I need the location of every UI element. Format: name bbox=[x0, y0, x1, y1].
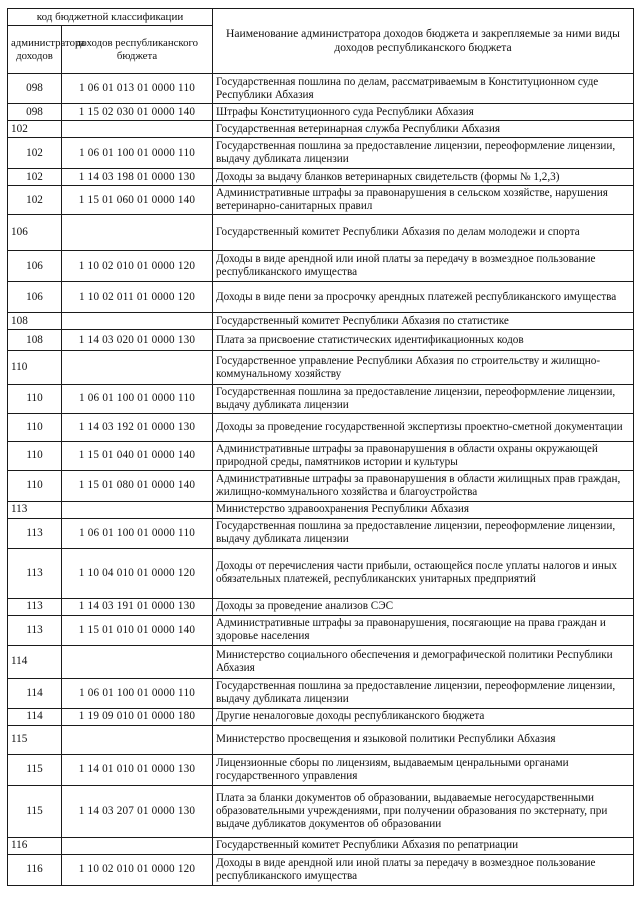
income-code-cell bbox=[62, 645, 213, 678]
income-row bbox=[8, 169, 634, 186]
administrator-code-cell: 102 bbox=[8, 169, 62, 186]
income-name-cell: Доходы за выдачу бланков ветеринарных свидетельств (формы № 1,2,3) bbox=[213, 169, 634, 186]
administrator-code-cell: 106 bbox=[8, 282, 62, 313]
income-name-cell: Штрафы Конституционного суда Республики Абхазия bbox=[213, 104, 634, 121]
income-code-cell: 1 14 03 192 01 0000 130 bbox=[62, 413, 213, 441]
income-row bbox=[8, 678, 634, 708]
header-administrator-code: администратора доходов bbox=[8, 26, 62, 74]
administrator-code-cell: 098 bbox=[8, 74, 62, 104]
administrator-row bbox=[8, 313, 634, 330]
income-row bbox=[8, 282, 634, 313]
income-code-cell: 1 10 04 010 01 0000 120 bbox=[62, 548, 213, 598]
income-code-cell: 1 10 02 010 01 0000 120 bbox=[62, 251, 213, 282]
administrator-code-cell: 098 bbox=[8, 104, 62, 121]
income-name-cell: Доходы от перечисления части прибыли, остающейся после уплаты налогов и иных обязательных платежей, республиканских унитарных предприятий bbox=[213, 548, 634, 598]
income-row bbox=[8, 470, 634, 501]
income-row bbox=[8, 754, 634, 785]
administrator-name-cell: Министерство здравоохранения Республики Абхазия bbox=[213, 501, 634, 518]
income-code-cell: 1 14 03 020 01 0000 130 bbox=[62, 330, 213, 351]
budget-classification-table bbox=[7, 8, 634, 886]
administrator-code-cell: 115 bbox=[8, 725, 62, 754]
income-code-cell: 1 06 01 013 01 0000 110 bbox=[62, 74, 213, 104]
income-code-cell: 1 06 01 100 01 0000 110 bbox=[62, 385, 213, 414]
income-row bbox=[8, 385, 634, 414]
administrator-code-cell: 106 bbox=[8, 215, 62, 251]
administrator-code-cell: 114 bbox=[8, 678, 62, 708]
income-name-cell: Административные штрафы за правонарушения, посягающие на права граждан и здоровье населения bbox=[213, 615, 634, 645]
income-code-cell bbox=[62, 725, 213, 754]
administrator-name-cell: Министерство социального обеспечения и демографической политики Республики Абхазия bbox=[213, 645, 634, 678]
administrator-name-cell: Государственная ветеринарная служба Республики Абхазия bbox=[213, 121, 634, 138]
income-name-cell: Государственная пошлина за предоставление лицензии, переоформление лицензии, выдачу дубликата лицензии bbox=[213, 385, 634, 414]
income-code-cell: 1 15 02 030 01 0000 140 bbox=[62, 104, 213, 121]
income-row bbox=[8, 708, 634, 725]
header-income-code: доходов республиканского бюджета bbox=[62, 26, 213, 74]
income-row bbox=[8, 518, 634, 548]
administrator-code-cell: 113 bbox=[8, 501, 62, 518]
income-code-cell bbox=[62, 121, 213, 138]
income-row bbox=[8, 413, 634, 441]
income-code-cell: 1 19 09 010 01 0000 180 bbox=[62, 708, 213, 725]
administrator-code-cell: 116 bbox=[8, 854, 62, 885]
income-row bbox=[8, 104, 634, 121]
income-code-cell bbox=[62, 313, 213, 330]
administrator-code-cell: 115 bbox=[8, 754, 62, 785]
income-name-cell: Государственная пошлина за предоставление лицензии, переоформление лицензии, выдачу дубликата лицензии bbox=[213, 138, 634, 169]
administrator-code-cell: 108 bbox=[8, 313, 62, 330]
income-code-cell bbox=[62, 501, 213, 518]
administrator-name-cell: Государственный комитет Республики Абхазия по делам молодежи и спорта bbox=[213, 215, 634, 251]
income-code-cell: 1 14 01 010 01 0000 130 bbox=[62, 754, 213, 785]
income-name-cell: Доходы за проведение анализов СЭС bbox=[213, 598, 634, 615]
administrator-code-cell: 110 bbox=[8, 470, 62, 501]
administrator-code-cell: 113 bbox=[8, 598, 62, 615]
income-code-cell: 1 15 01 060 01 0000 140 bbox=[62, 186, 213, 215]
administrator-code-cell: 114 bbox=[8, 708, 62, 725]
income-name-cell: Доходы за проведение государственной экспертизы проектно-сметной документации bbox=[213, 413, 634, 441]
header-classification-group: код бюджетной классификации bbox=[8, 9, 213, 26]
income-code-cell: 1 15 01 040 01 0000 140 bbox=[62, 441, 213, 470]
income-row bbox=[8, 251, 634, 282]
income-code-cell bbox=[62, 837, 213, 854]
income-row bbox=[8, 854, 634, 885]
income-name-cell: Другие неналоговые доходы республиканского бюджета bbox=[213, 708, 634, 725]
administrator-name-cell: Государственный комитет Республики Абхазия по статистике bbox=[213, 313, 634, 330]
administrator-code-cell: 110 bbox=[8, 351, 62, 385]
administrator-name-cell: Государственный комитет Республики Абхазия по репатриации bbox=[213, 837, 634, 854]
table-body bbox=[8, 74, 634, 886]
income-name-cell: Административные штрафы за правонарушения в сельском хозяйстве, нарушения ветеринарно-санитарных правил bbox=[213, 186, 634, 215]
administrator-row bbox=[8, 501, 634, 518]
administrator-code-cell: 116 bbox=[8, 837, 62, 854]
header-administrator-name: Наименование администратора доходов бюджета и закрепляемые за ними виды доходов республиканского бюджета bbox=[213, 9, 634, 74]
administrator-code-cell: 102 bbox=[8, 186, 62, 215]
income-code-cell: 1 06 01 100 01 0000 110 bbox=[62, 518, 213, 548]
administrator-code-cell: 113 bbox=[8, 615, 62, 645]
income-name-cell: Доходы в виде арендной или иной платы за передачу в возмездное пользование республиканского имущества bbox=[213, 251, 634, 282]
income-code-cell: 1 06 01 100 01 0000 110 bbox=[62, 138, 213, 169]
administrator-row bbox=[8, 351, 634, 385]
income-row bbox=[8, 785, 634, 837]
income-row bbox=[8, 138, 634, 169]
administrator-code-cell: 115 bbox=[8, 785, 62, 837]
income-name-cell: Плата за бланки документов об образовании, выдаваемые негосударственными образовательными учреждениями, при получении образования по экстернату, при выдаче дубликатов документов об образовании bbox=[213, 785, 634, 837]
administrator-code-cell: 110 bbox=[8, 441, 62, 470]
income-name-cell: Государственная пошлина за предоставление лицензии, переоформление лицензии, выдачу дубликата лицензии bbox=[213, 518, 634, 548]
income-row bbox=[8, 615, 634, 645]
income-name-cell: Государственная пошлина за предоставление лицензии, переоформление лицензии, выдачу дубликата лицензии bbox=[213, 678, 634, 708]
administrator-name-cell: Министерство просвещения и языковой политики Республики Абхазия bbox=[213, 725, 634, 754]
income-row bbox=[8, 548, 634, 598]
income-row bbox=[8, 74, 634, 104]
administrator-row bbox=[8, 645, 634, 678]
income-name-cell: Административные штрафы за правонарушения в области жилищных прав граждан, жилищно-коммунального хозяйства и благоустройства bbox=[213, 470, 634, 501]
income-code-cell: 1 14 03 198 01 0000 130 bbox=[62, 169, 213, 186]
administrator-code-cell: 114 bbox=[8, 645, 62, 678]
income-code-cell: 1 14 03 191 01 0000 130 bbox=[62, 598, 213, 615]
administrator-name-cell: Государственное управление Республики Абхазия по строительству и жилищно-коммунальному хозяйству bbox=[213, 351, 634, 385]
administrator-code-cell: 102 bbox=[8, 138, 62, 169]
administrator-row bbox=[8, 215, 634, 251]
income-code-cell: 1 14 03 207 01 0000 130 bbox=[62, 785, 213, 837]
income-row bbox=[8, 186, 634, 215]
administrator-row bbox=[8, 837, 634, 854]
income-code-cell: 1 10 02 011 01 0000 120 bbox=[62, 282, 213, 313]
administrator-row bbox=[8, 121, 634, 138]
administrator-code-cell: 113 bbox=[8, 518, 62, 548]
income-row bbox=[8, 441, 634, 470]
income-name-cell: Лицензионные сборы по лицензиям, выдаваемым ценральными органами государственного управления bbox=[213, 754, 634, 785]
income-name-cell: Плата за присвоение статистических идентификационных кодов bbox=[213, 330, 634, 351]
administrator-code-cell: 106 bbox=[8, 251, 62, 282]
administrator-row bbox=[8, 725, 634, 754]
administrator-code-cell: 113 bbox=[8, 548, 62, 598]
income-name-cell: Доходы в виде пени за просрочку арендных платежей республиканского имущества bbox=[213, 282, 634, 313]
income-code-cell bbox=[62, 351, 213, 385]
administrator-code-cell: 110 bbox=[8, 385, 62, 414]
income-name-cell: Доходы в виде арендной или иной платы за передачу в возмездное пользование республиканского имущества bbox=[213, 854, 634, 885]
income-code-cell: 1 15 01 080 01 0000 140 bbox=[62, 470, 213, 501]
administrator-code-cell: 102 bbox=[8, 121, 62, 138]
income-code-cell: 1 06 01 100 01 0000 110 bbox=[62, 678, 213, 708]
administrator-code-cell: 110 bbox=[8, 413, 62, 441]
income-row bbox=[8, 330, 634, 351]
income-name-cell: Государственная пошлина по делам, рассматриваемым в Конституционном суде Республики Абхазия bbox=[213, 74, 634, 104]
income-row bbox=[8, 598, 634, 615]
administrator-code-cell: 108 bbox=[8, 330, 62, 351]
income-code-cell: 1 10 02 010 01 0000 120 bbox=[62, 854, 213, 885]
income-code-cell: 1 15 01 010 01 0000 140 bbox=[62, 615, 213, 645]
income-code-cell bbox=[62, 215, 213, 251]
income-name-cell: Административные штрафы за правонарушения в области охраны окружающей природной среды, памятников истории и культуры bbox=[213, 441, 634, 470]
